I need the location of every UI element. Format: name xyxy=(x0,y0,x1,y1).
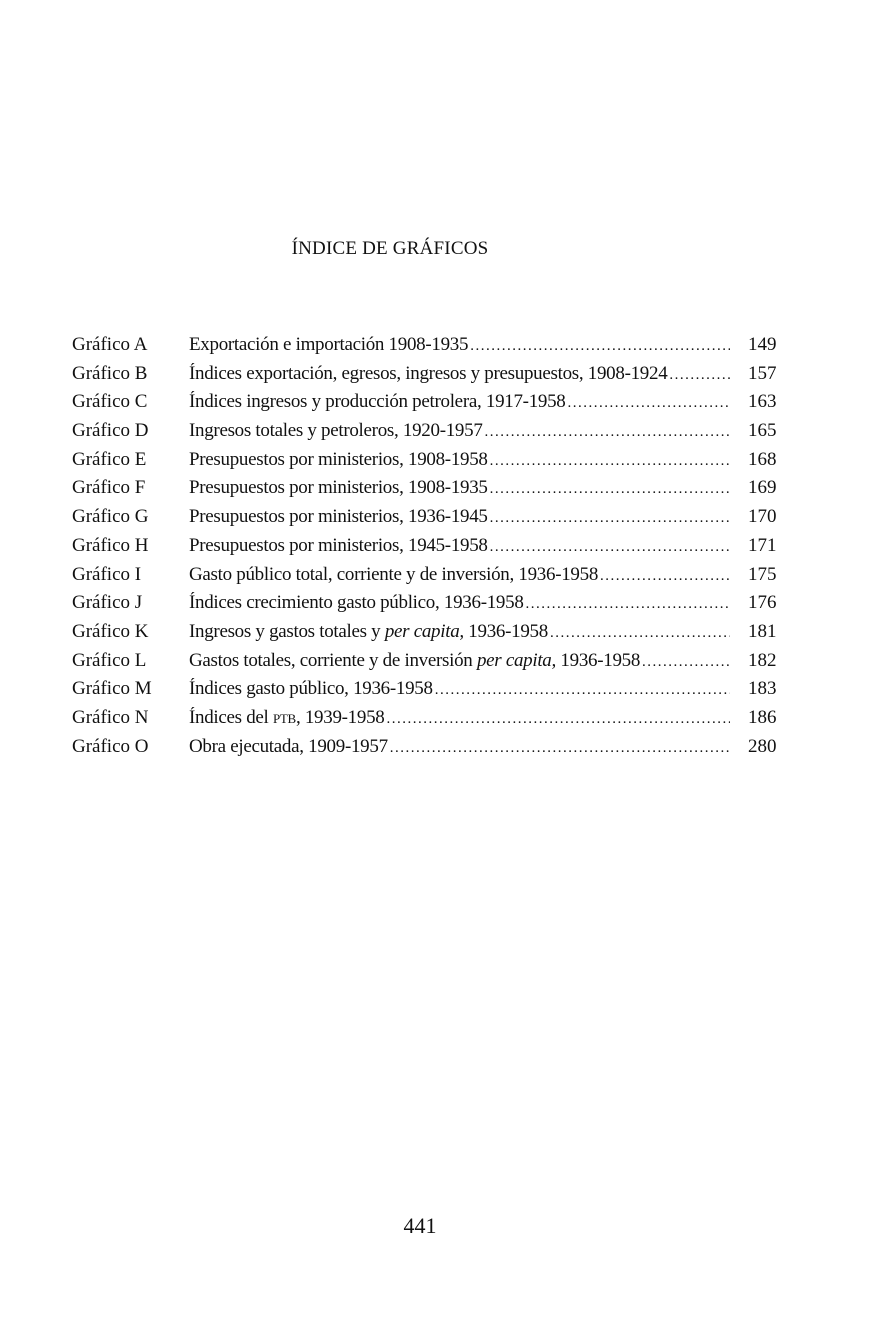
list-item xyxy=(72,535,780,564)
figure-entry xyxy=(189,678,748,700)
figure-title-italic: per capita, xyxy=(384,620,464,642)
figure-title xyxy=(189,621,548,643)
figure-title: Presupuestos por ministerios, 1945-1958 xyxy=(189,534,488,556)
list-item xyxy=(72,621,780,650)
list-item xyxy=(72,391,780,420)
figure-title: Ingresos totales y petroleros, 1920-1957 xyxy=(189,420,483,442)
figure-title-text: Ingresos y gastos totales y xyxy=(189,620,385,642)
figure-entry xyxy=(189,334,748,356)
list-item xyxy=(72,678,780,707)
figure-title: Índices gasto público, 1936-1958 xyxy=(189,678,433,700)
figure-entry xyxy=(189,391,748,413)
figure-title: Índices ingresos y producción petrolera, 1917-1958 xyxy=(189,391,566,413)
figure-entry xyxy=(189,477,748,499)
page-title: ÍNDICE DE GRÁFICOS xyxy=(291,238,489,259)
page-reference: 181 xyxy=(748,620,777,642)
figure-entry xyxy=(189,592,748,614)
page-reference: 182 xyxy=(748,649,777,671)
figure-title: Obra ejecutada, 1909-1957 xyxy=(189,735,388,757)
page-reference: 186 xyxy=(748,706,777,728)
dot-leader xyxy=(490,481,730,498)
figure-title-text: , 1939-1958 xyxy=(295,706,385,728)
figure-label: Gráfico H xyxy=(72,534,149,556)
dot-leader xyxy=(490,453,730,470)
figure-entry xyxy=(189,535,748,557)
dot-leader xyxy=(642,654,730,671)
page-reference: 163 xyxy=(748,391,777,413)
page-reference: 171 xyxy=(748,534,777,556)
list-item xyxy=(72,449,780,478)
figure-label: Gráfico G xyxy=(72,506,149,528)
page-reference: 183 xyxy=(748,678,777,700)
dot-leader xyxy=(490,510,730,527)
list-item xyxy=(72,564,780,593)
figure-title: Índices crecimiento gasto público, 1936-1958 xyxy=(189,592,524,614)
figure-title xyxy=(189,707,384,729)
dot-leader xyxy=(485,424,730,441)
list-item xyxy=(72,592,780,621)
figure-label: Gráfico C xyxy=(72,391,148,413)
figure-title-text: Índices del xyxy=(189,706,273,728)
page-reference: 280 xyxy=(748,735,777,757)
figure-title: Gasto público total, corriente y de inversión, 1936-1958 xyxy=(189,563,599,585)
figure-label: Gráfico A xyxy=(72,334,148,355)
figure-title xyxy=(189,650,640,672)
figure-label: Gráfico B xyxy=(72,362,148,384)
list-item xyxy=(72,334,780,363)
figure-entry xyxy=(189,363,748,385)
page-reference: 165 xyxy=(748,420,777,442)
figure-title: Presupuestos por ministerios, 1908-1935 xyxy=(189,477,488,499)
figure-label: Gráfico I xyxy=(72,563,142,585)
figure-title-smallcaps: ptb xyxy=(272,706,296,728)
dot-leader xyxy=(490,539,730,556)
figure-index-list xyxy=(72,334,780,764)
figure-title-italic: per capita, xyxy=(476,649,556,671)
figure-label: Gráfico L xyxy=(72,649,147,671)
figure-title: Índices exportación, egresos, ingresos y presupuestos, 1908-1924 xyxy=(189,362,668,384)
figure-title: Exportación e importación 1908-1935 xyxy=(189,334,469,355)
page-reference: 168 xyxy=(748,448,777,470)
figure-label: Gráfico F xyxy=(72,477,146,499)
figure-title-text: Gastos totales, corriente y de inversión xyxy=(189,649,477,671)
page-reference: 169 xyxy=(748,477,777,499)
dot-leader xyxy=(568,395,730,412)
page-reference: 170 xyxy=(748,506,777,528)
list-item xyxy=(72,420,780,449)
page-reference: 157 xyxy=(748,362,777,384)
figure-label: Gráfico E xyxy=(72,448,147,470)
page-number: 441 xyxy=(403,1213,437,1238)
figure-label: Gráfico O xyxy=(72,735,149,757)
figure-entry xyxy=(189,650,748,672)
list-item xyxy=(72,477,780,506)
figure-entry xyxy=(189,736,748,758)
dot-leader xyxy=(526,596,730,613)
figure-entry xyxy=(189,420,748,442)
figure-label: Gráfico K xyxy=(72,620,149,642)
figure-entry xyxy=(189,506,748,528)
figure-label: Gráfico D xyxy=(72,420,149,442)
figure-title-text: 1936-1958 xyxy=(463,620,548,642)
figure-entry xyxy=(189,621,748,643)
dot-leader xyxy=(550,625,730,642)
list-item xyxy=(72,650,780,679)
figure-label: Gráfico N xyxy=(72,706,149,728)
page-reference: 176 xyxy=(748,592,777,614)
figure-title: Presupuestos por ministerios, 1908-1958 xyxy=(189,448,488,470)
figure-label: Gráfico J xyxy=(72,592,143,614)
figure-entry xyxy=(189,564,748,586)
list-item xyxy=(72,506,780,535)
page-reference: 175 xyxy=(748,563,777,585)
dot-leader xyxy=(669,367,730,384)
dot-leader xyxy=(470,338,730,355)
figure-label: Gráfico M xyxy=(72,678,152,700)
dot-leader xyxy=(386,711,730,728)
figure-entry xyxy=(189,449,748,471)
figure-title: Presupuestos por ministerios, 1936-1945 xyxy=(189,506,488,528)
dot-leader xyxy=(600,568,730,585)
figure-title-text: 1936-1958 xyxy=(555,649,641,671)
list-item xyxy=(72,707,780,736)
page-reference: 149 xyxy=(748,334,777,355)
dot-leader xyxy=(435,682,730,699)
figure-entry xyxy=(189,707,748,729)
list-item xyxy=(72,736,780,765)
dot-leader xyxy=(390,740,730,757)
list-item xyxy=(72,363,780,392)
